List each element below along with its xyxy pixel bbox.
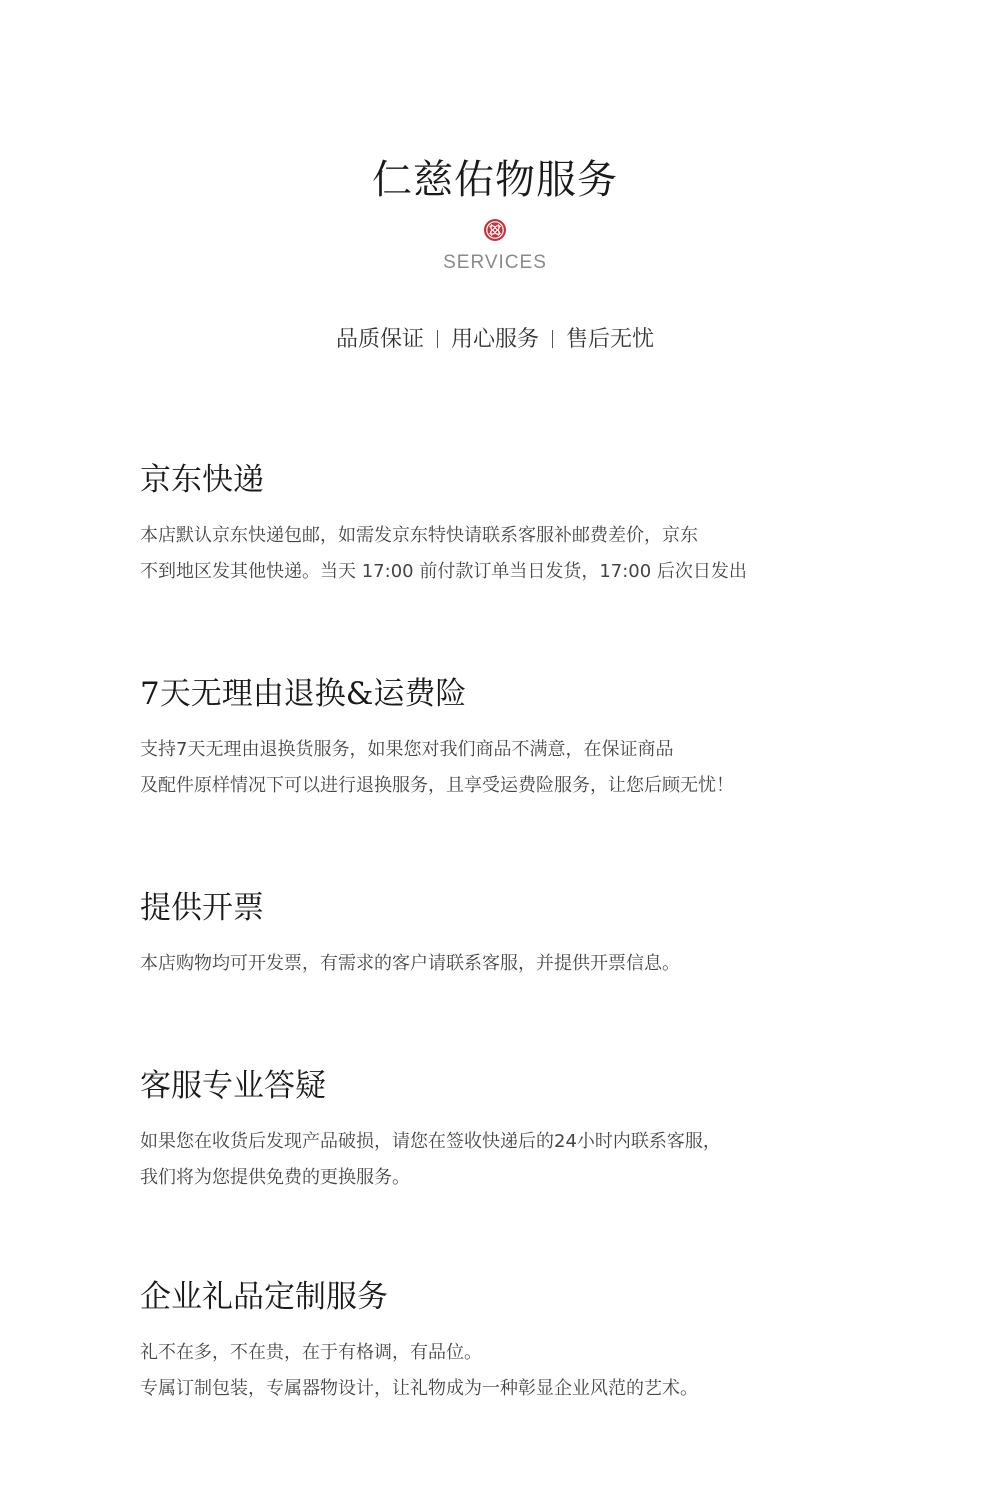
subtitle-services: SERVICES: [443, 252, 547, 273]
section-title: 客服专业答疑: [140, 1068, 326, 1104]
section-line: 本店默认京东快递包邮，如需发京东特快请联系客服补邮费差价，京东: [140, 525, 698, 546]
section-line: 如果您在收货后发现产品破损，请您在签收快递后的24小时内联系客服，: [140, 1131, 721, 1152]
section-line: 专属订制包装，专属器物设计，让礼物成为一种彰显企业风范的艺术。: [140, 1378, 698, 1399]
tagline-divider: [552, 330, 553, 348]
tagline: [0, 322, 990, 358]
section-invoice: [140, 886, 860, 982]
section-body: [140, 518, 860, 590]
page-title: 仁慈佑物服务: [372, 157, 618, 203]
red-knot-emblem-icon: [483, 218, 507, 242]
section-body: [140, 1335, 860, 1407]
section-customer-service: [140, 1064, 860, 1196]
section-title: 提供开票: [140, 890, 264, 926]
page-header: [0, 150, 990, 276]
tagline-item-aftersales: 售后无忧: [566, 327, 655, 352]
section-title: 企业礼品定制服务: [140, 1279, 388, 1315]
section-line: 支持7天无理由退换货服务，如果您对我们商品不满意，在保证商品: [140, 739, 674, 760]
section-line: 礼不在多，不在贵，在于有格调，有品位。: [140, 1342, 482, 1363]
section-line: 不到地区发其他快递。当天 17:00 前付款订单当日发货，17:00 后次日发出: [140, 561, 747, 582]
section-body: [140, 1124, 860, 1196]
section-corporate-gifts: [140, 1275, 860, 1407]
section-line: 及配件原样情况下可以进行退换服务，且享受运费险服务，让您后顾无忧！: [140, 775, 734, 796]
section-line: 我们将为您提供免费的更换服务。: [140, 1167, 410, 1188]
tagline-item-quality: 品质保证: [335, 327, 424, 352]
section-jd-express: [140, 458, 860, 590]
section-returns: [140, 672, 860, 804]
tagline-divider: [437, 330, 438, 348]
tagline-item-service: 用心服务: [450, 327, 539, 352]
section-title: 京东快递: [140, 462, 264, 498]
section-body: [140, 732, 860, 804]
section-body: [140, 946, 860, 982]
section-title: 7天无理由退换&运费险: [140, 676, 467, 712]
section-line: 本店购物均可开发票，有需求的客户请联系客服，并提供开票信息。: [140, 953, 680, 974]
